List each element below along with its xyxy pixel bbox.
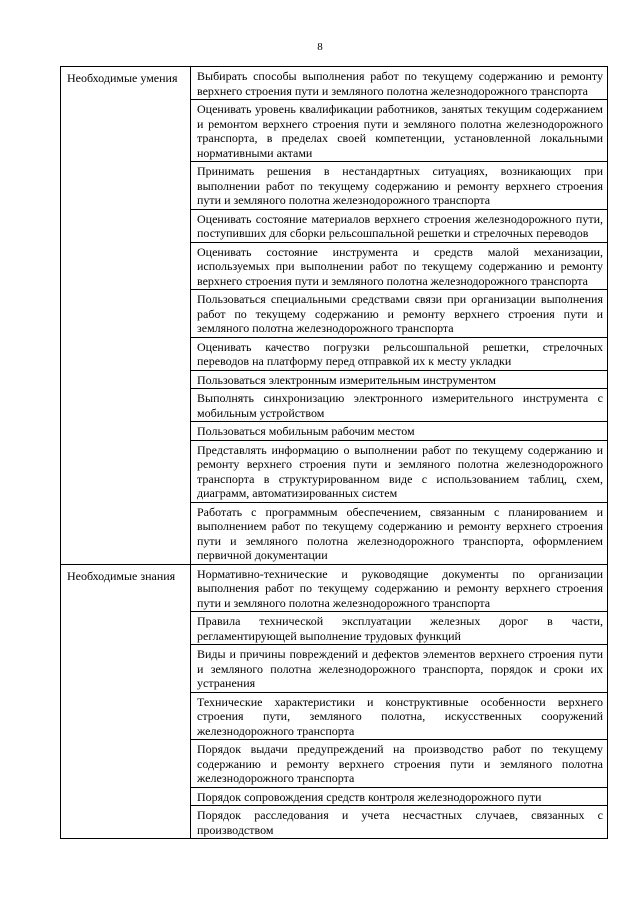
knowledge-item: Виды и причины повреждений и дефектов элементов верхнего строения пути и земляного полотна железнодорожного транспорта, порядок и сроки их устранения <box>191 645 607 693</box>
skills-items <box>191 67 607 564</box>
knowledge-item: Порядок выдачи предупреждений на производство работ по текущему содержанию и ремонту верхнего строения пути и земляного полотна железнодорожного транспорта <box>191 740 607 788</box>
skill-item: Пользоваться мобильным рабочим местом <box>191 422 607 441</box>
knowledge-item: Нормативно-технические и руководящие документы по организации выполнения работ по текущему содержанию и ремонту верхнего строения пути и земляного полотна железнодорожного транспорта <box>191 565 607 613</box>
skill-item: Пользоваться специальными средствами связи при организации выполнения работ по текущему содержанию и ремонту верхнего строения пути и земляного полотна железнодорожного транспорта <box>191 290 607 338</box>
skill-item: Выбирать способы выполнения работ по текущему содержанию и ремонту верхнего строения пути и земляного полотна железнодорожного транспорта <box>191 67 607 100</box>
skill-item: Оценивать уровень квалификации работников, занятых текущим содержанием и ремонтом верхнего строения пути и земляного полотна железнодорожного транспорта, в пределах своей компетенции, установленной локальными нормативными актами <box>191 100 607 162</box>
page-number: 8 <box>317 41 323 53</box>
skill-item: Принимать решения в нестандартных ситуациях, возникающих при выполнении работ по текущему содержанию и ремонту верхнего строения пути и земляного полотна железнодорожного транспорта <box>191 162 607 210</box>
knowledge-items <box>191 565 607 839</box>
skill-item: Пользоваться электронным измерительным инструментом <box>191 371 607 390</box>
competency-table <box>60 66 608 839</box>
skill-item: Работать с программным обеспечением, связанным с планированием и выполнением работ по текущему содержанию и ремонту верхнего строения пути и земляного полотна железнодорожного транспорта, оформлением первичной документации <box>197 504 603 562</box>
skill-item: Представлять информацию о выполнении работ по текущему содержанию и ремонту верхнего строения пути и земляного полотна железнодорожного транспорта в структурированном виде с использованием таблиц, схем, диаграмм, автоматизированных систем <box>191 441 607 503</box>
skill-item: Оценивать качество погрузки рельсошпальной решетки, стрелочных переводов на платформу перед отправкой их к месту укладки <box>191 338 607 371</box>
knowledge-group <box>61 565 607 840</box>
skill-item: Оценивать состояние материалов верхнего строения железнодорожного пути, поступивших для сборки рельсошпальной решетки и стрелочных переводов <box>191 210 607 243</box>
knowledge-item: Порядок расследования и учета несчастных случаев, связанных с производством <box>197 808 603 837</box>
skills-label: Необходимые умения <box>61 67 191 564</box>
knowledge-item: Порядок сопровождения средств контроля железнодорожного пути <box>191 788 607 807</box>
knowledge-item: Правила технической эксплуатации железных дорог в части, регламентирующей выполнение трудовых функций <box>191 612 607 645</box>
skill-item: Выполнять синхронизацию электронного измерительного инструмента с мобильным устройством <box>191 389 607 422</box>
knowledge-label: Необходимые знания <box>61 565 191 839</box>
skills-group <box>61 67 607 565</box>
knowledge-item: Технические характеристики и конструктивные особенности верхнего строения пути, земляного полотна, искусственных сооружений железнодорожного транспорта <box>191 693 607 741</box>
skill-item: Оценивать состояние инструмента и средств малой механизации, используемых при выполнении работ по текущему содержанию и ремонту верхнего строения пути и земляного полотна железнодорожного транспорта <box>191 243 607 291</box>
